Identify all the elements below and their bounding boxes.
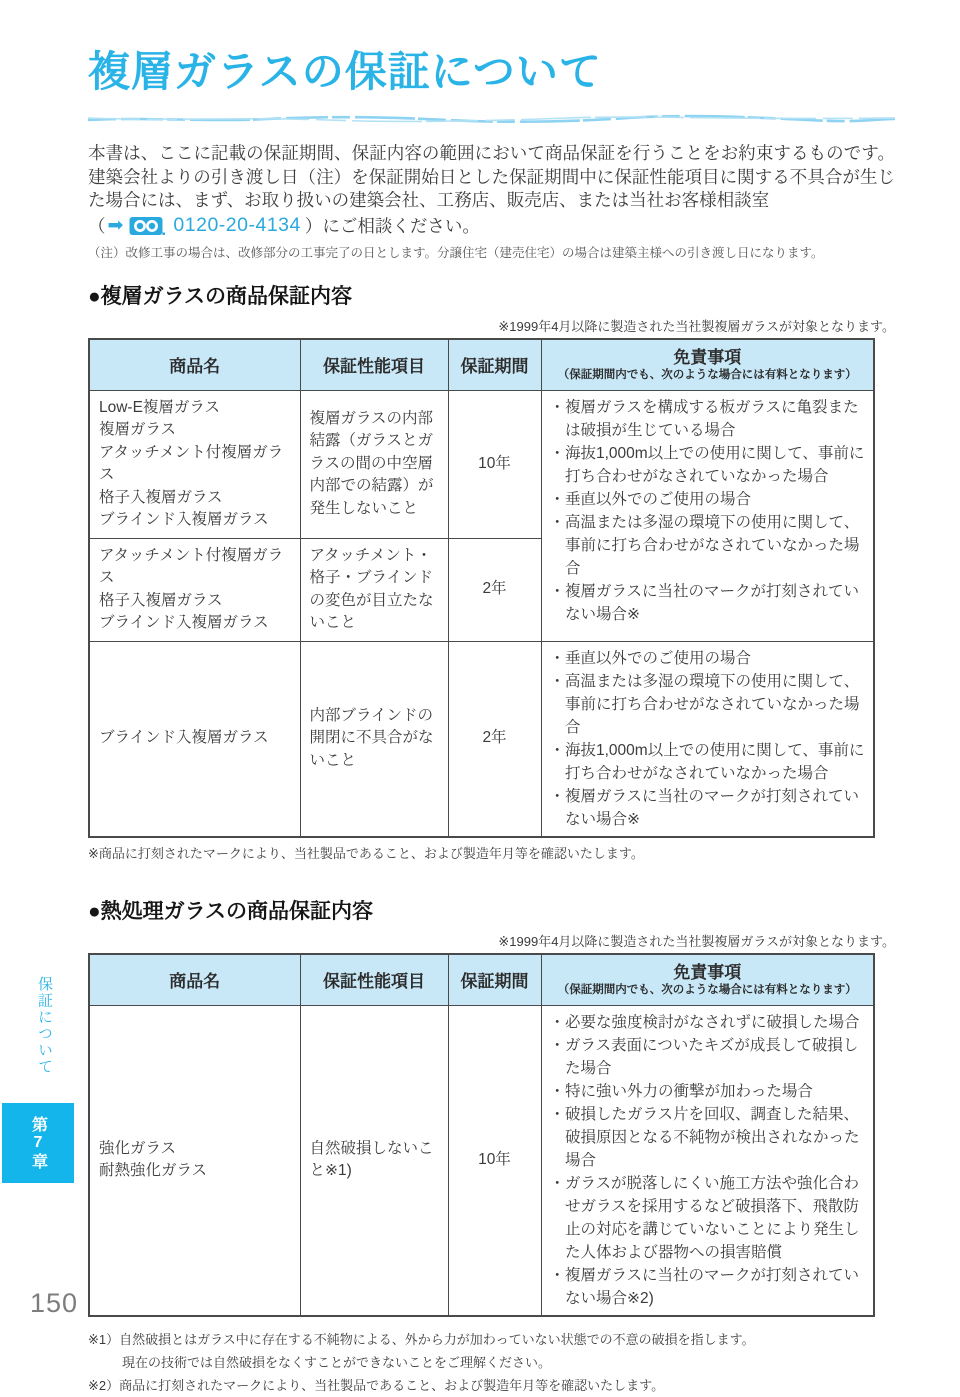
performance-cell: 内部ブラインドの開閉に不具合がないこと [300, 641, 448, 837]
col-header-performance: 保証性能項目 [300, 954, 448, 1006]
freedial-icon [129, 215, 165, 237]
exemption-item: ・破損したガラス片を回収、調査した結果、破損原因となる不純物が検出されなかった場合 [549, 1105, 860, 1169]
product-cell [89, 641, 300, 837]
col-header-period: 保証期間 [448, 954, 541, 1006]
exemption-item: ・特に強い外力の衝撃が加わった場合 [549, 1082, 813, 1100]
product-name: 複層ガラス [99, 421, 177, 438]
performance-cell: アタッチメント・格子・ブラインドの変色が目立たないこと [300, 538, 448, 641]
exemption-item: ・高温または多湿の環境下の使用に関して、事前に打ち合わせがなされていなかった場合 [549, 513, 860, 577]
intro-paragraph: 本書は、ここに記載の保証期間、保証内容の範囲において商品保証を行うことをお約束するものです。建築会社よりの引き渡し日（注）を保証開始日とした保証期間中に保証性能項目に関する不具合が生じた場合には、まず、お取り扱いの建築会社、工務店、販売店、または当社お客様相談室 [88, 143, 895, 210]
page-title: 複層ガラスの保証について [88, 48, 602, 95]
performance-cell: 自然破損しないこと※1) [300, 1005, 448, 1316]
exemption-item: ・垂直以外でのご使用の場合 [549, 490, 752, 508]
product-name: アタッチメント付複層ガラス [99, 443, 284, 483]
paren-open: （ [88, 216, 106, 236]
bottom-footnotes [88, 1328, 895, 1397]
warranty-table-insulating-glass [88, 338, 875, 838]
product-name: ブラインド入複層ガラス [99, 511, 269, 528]
main-content [88, 0, 895, 1397]
phone-contact-line [88, 213, 895, 239]
table2-header-row [89, 954, 874, 1006]
exemption-item: ・海抜1,000m以上での使用に関して、事前に打ち合わせがなされていなかった場合 [549, 741, 865, 782]
page-number: 150 [30, 1288, 79, 1318]
col-header-period: 保証期間 [448, 339, 541, 391]
exemption-item: ・複層ガラスに当社のマークが打刻されていない場合※ [549, 582, 860, 623]
sidebar-section-label: 保証について [36, 976, 53, 1075]
section1-heading: ●複層ガラスの商品保証内容 [88, 284, 353, 308]
exemption-item: ・海抜1,000m以上での使用に関して、事前に打ち合わせがなされていなかった場合 [549, 444, 865, 485]
performance-cell: 複層ガラスの内部結露（ガラスとガラスの間の中空層内部での結露）が発生しないこと [300, 390, 448, 538]
exemption-item: ・ガラス表面についたキズが成長して破損した場合 [549, 1036, 859, 1077]
section2-heading: ●熱処理ガラスの商品保証内容 [88, 899, 374, 923]
brush-stroke-divider [88, 114, 895, 124]
col-header-performance: 保証性能項目 [300, 339, 448, 391]
col-header-exemption: 免責事項 （保証期間内でも、次のような場合には有料となります） [541, 339, 874, 391]
col-header-exemption: 免責事項 （保証期間内でも、次のような場合には有料となります） [541, 954, 874, 1006]
exemption-cell [541, 1005, 874, 1316]
period-cell: 2年 [448, 641, 541, 837]
product-name: 格子入複層ガラス [99, 488, 223, 506]
chapter-badge-label: 第7章 [29, 1115, 47, 1171]
exemption-item: ・複層ガラスに当社のマークが打刻されていない場合※ [549, 787, 860, 828]
exemption-item: ・複層ガラスを構成する板ガラスに亀裂または破損が生じている場合 [549, 398, 859, 439]
table2-eligibility-note: ※1999年4月以降に製造された当社製複層ガラスが対象となります。 [498, 933, 895, 949]
product-name: 格子入複層ガラス [99, 591, 223, 609]
product-name: アタッチメント付複層ガラス [99, 546, 284, 586]
col-header-product: 商品名 [89, 954, 300, 1006]
product-name: Low-E複層ガラス [99, 398, 220, 416]
period-cell: 2年 [448, 538, 541, 641]
exemption-item: ・垂直以外でのご使用の場合 [549, 649, 752, 667]
table1-eligibility-note: ※1999年4月以降に製造された当社製複層ガラスが対象となります。 [498, 318, 895, 334]
right-arrow-icon: ➡ [107, 215, 124, 236]
chapter-badge [2, 1103, 74, 1183]
exemption-cell [541, 390, 874, 641]
product-name: 耐熱強化ガラス [99, 1162, 208, 1179]
period-cell: 10年 [448, 390, 541, 538]
phone-line-suffix: ）にご相談ください。 [304, 216, 480, 236]
table1-footnote: ※商品に打刻されたマークにより、当社製品であること、および製造年月等を確認いたします。 [88, 845, 644, 861]
exemption-cell [541, 641, 874, 837]
footnote-1-line-2: 現在の技術では自然破損をなくすことができないことをご理解ください。 [122, 1354, 552, 1370]
table1-row-3 [89, 641, 874, 837]
warranty-table-heat-treated-glass [88, 953, 875, 1317]
product-name: ブラインド入複層ガラス [99, 729, 269, 747]
product-cell [89, 538, 300, 641]
exemption-item: ・複層ガラスに当社のマークが打刻されていない場合※2) [549, 1266, 860, 1307]
exemption-item: ・必要な強度検討がなされずに破損した場合 [549, 1013, 860, 1031]
product-cell [89, 1005, 300, 1316]
period-cell: 10年 [448, 1005, 541, 1316]
footnote-1-line-1: ※1）自然破損とはガラス中に存在する不純物による、外から力が加わっていない状態での不意の破損を指します。 [88, 1331, 755, 1347]
product-name: 強化ガラス [99, 1139, 177, 1157]
table1-row-1 [89, 390, 874, 538]
product-cell [89, 390, 300, 538]
table1-header-row [89, 339, 874, 391]
table2-row-1 [89, 1005, 874, 1316]
exemption-item: ・高温または多湿の環境下の使用に関して、事前に打ち合わせがなされていなかった場合 [549, 672, 860, 736]
col-header-product: 商品名 [89, 339, 300, 391]
intro-footnote: （注）改修工事の場合は、改修部分の工事完了の日とします。分譲住宅（建売住宅）の場合は建築主様への引き渡し日になります。 [88, 245, 824, 260]
footnote-2: ※2）商品に打刻されたマークにより、当社製品であること、および製造年月等を確認いたします。 [88, 1377, 665, 1393]
exemption-item: ・ガラスが脱落しにくい施工方法や強化合わせガラスを採用するなど破損落下、飛散防止の対応を講じていないことにより発生した人体および器物への損害賠償 [549, 1174, 860, 1261]
product-name: ブラインド入複層ガラス [99, 614, 269, 631]
phone-number: 0120-20-4134 [173, 214, 301, 236]
